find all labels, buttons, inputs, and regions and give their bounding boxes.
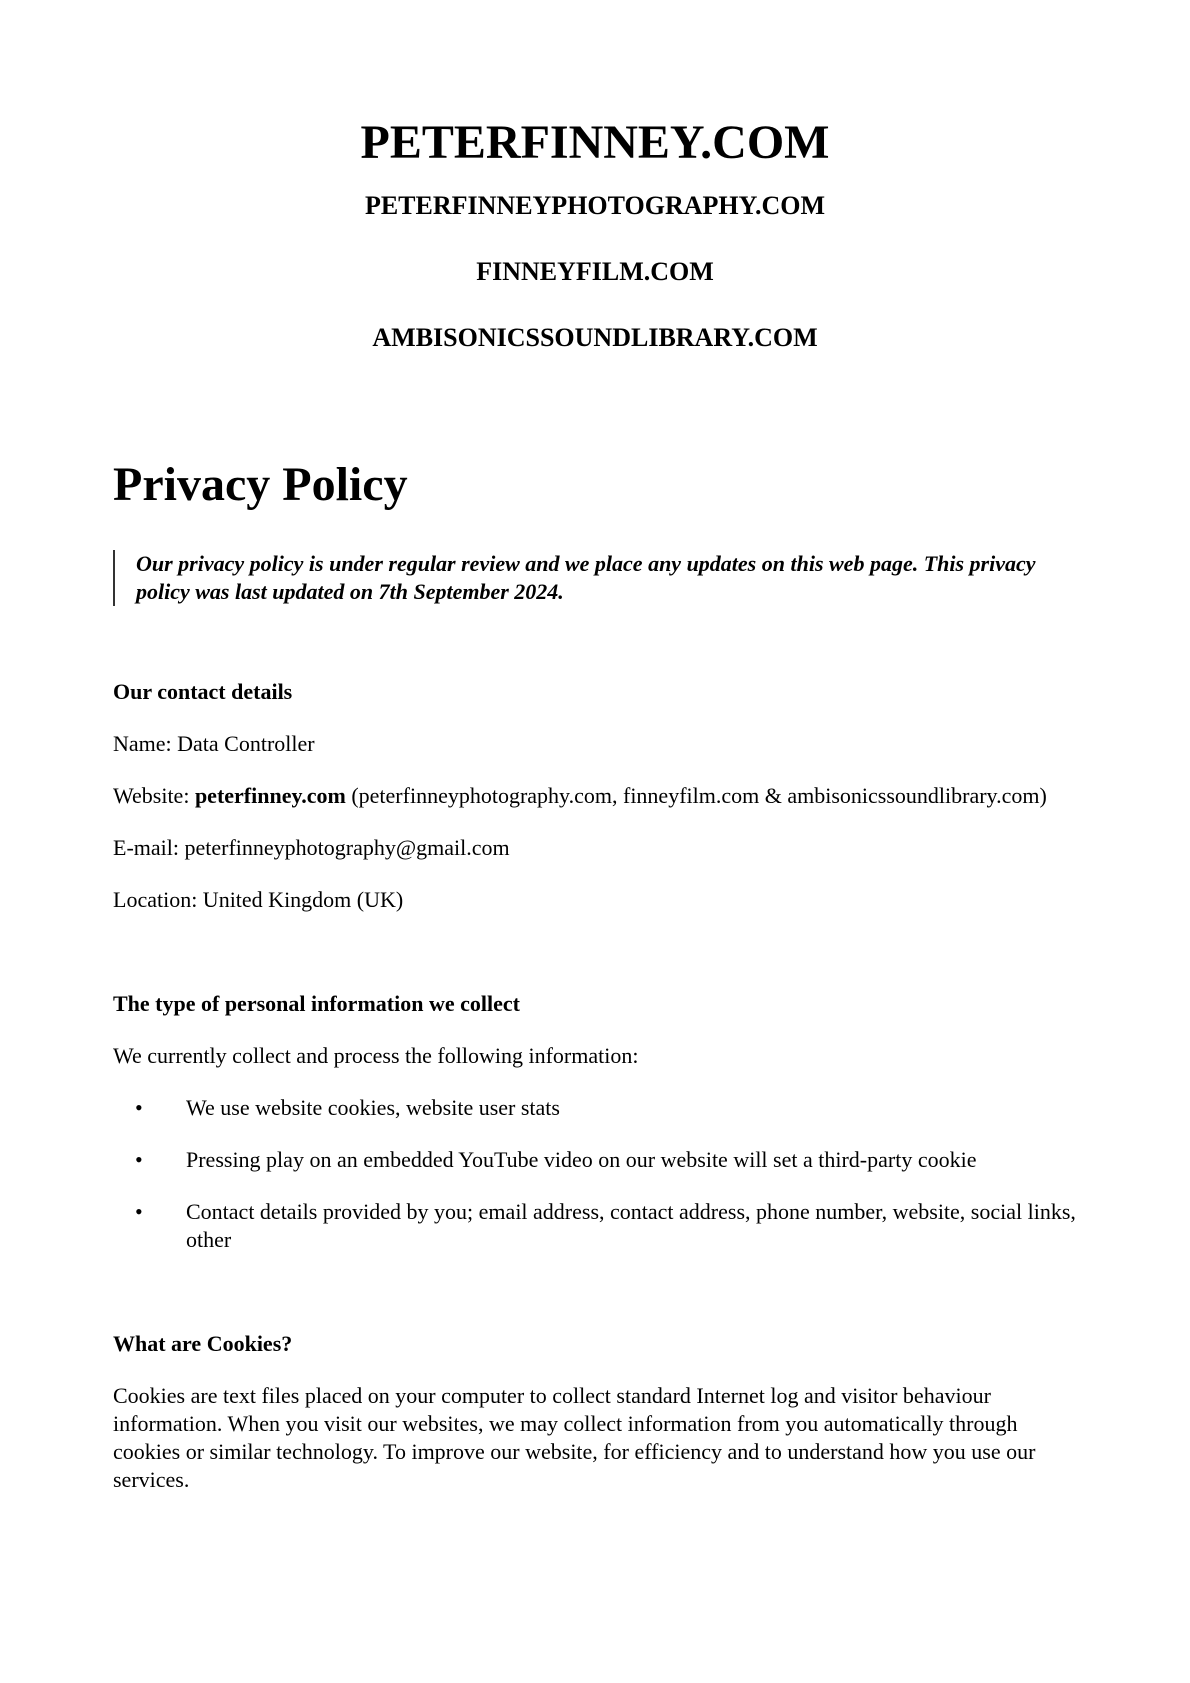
collect-list bbox=[113, 1094, 1083, 1254]
list-item-text: We use website cookies, website user stats bbox=[186, 1095, 560, 1120]
list-item bbox=[113, 1094, 1083, 1122]
policy-content bbox=[113, 455, 1083, 1494]
website-prefix: Website: bbox=[113, 783, 195, 808]
cookies-body: Cookies are text files placed on your computer to collect standard Internet log and visitor behaviour information. When you visit our websites, we may collect information from you automatically through cookies or similar technology. To improve our website, for efficiency and to understand how you use our services. bbox=[113, 1383, 1036, 1492]
bullet-icon: • bbox=[135, 1095, 143, 1120]
website-other-domains: (peterfinneyphotography.com, finneyfilm.com & ambisonicssoundlibrary.com) bbox=[345, 783, 1047, 808]
list-item-text: Contact details provided by you; email address, contact address, phone number, website, social links, other bbox=[186, 1199, 1076, 1252]
collect-heading: The type of personal information we collect bbox=[113, 991, 520, 1016]
list-item bbox=[113, 1146, 1083, 1174]
list-item-text: Pressing play on an embedded YouTube video on our website will set a third-party cookie bbox=[186, 1147, 977, 1172]
contact-email: E-mail: peterfinneyphotography@gmail.com bbox=[113, 835, 510, 860]
site-domain-photography: PETERFINNEYPHOTOGRAPHY.COM bbox=[364, 191, 826, 220]
update-notice: Our privacy policy is under regular review and we place any updates on this web page. This privacy policy was last updated on 7th September 2024. bbox=[113, 550, 1076, 606]
contact-website bbox=[113, 782, 1083, 810]
contact-name: Name: Data Controller bbox=[113, 731, 315, 756]
contact-location: Location: United Kingdom (UK) bbox=[113, 887, 404, 912]
contact-heading: Our contact details bbox=[113, 679, 293, 704]
list-item bbox=[113, 1198, 1083, 1254]
site-domain-film: FINNEYFILM.COM bbox=[476, 257, 714, 286]
site-header bbox=[0, 0, 1190, 354]
collect-intro: We currently collect and process the following information: bbox=[113, 1043, 639, 1068]
bullet-icon: • bbox=[135, 1147, 143, 1172]
page-title: Privacy Policy bbox=[113, 458, 408, 511]
cookies-heading: What are Cookies? bbox=[113, 1331, 293, 1356]
site-domain-ambisonics: AMBISONICSSOUNDLIBRARY.COM bbox=[372, 323, 818, 352]
bullet-icon: • bbox=[135, 1199, 143, 1224]
website-main-domain: peterfinney.com bbox=[194, 783, 346, 808]
site-title: PETERFINNEY.COM bbox=[360, 116, 830, 169]
